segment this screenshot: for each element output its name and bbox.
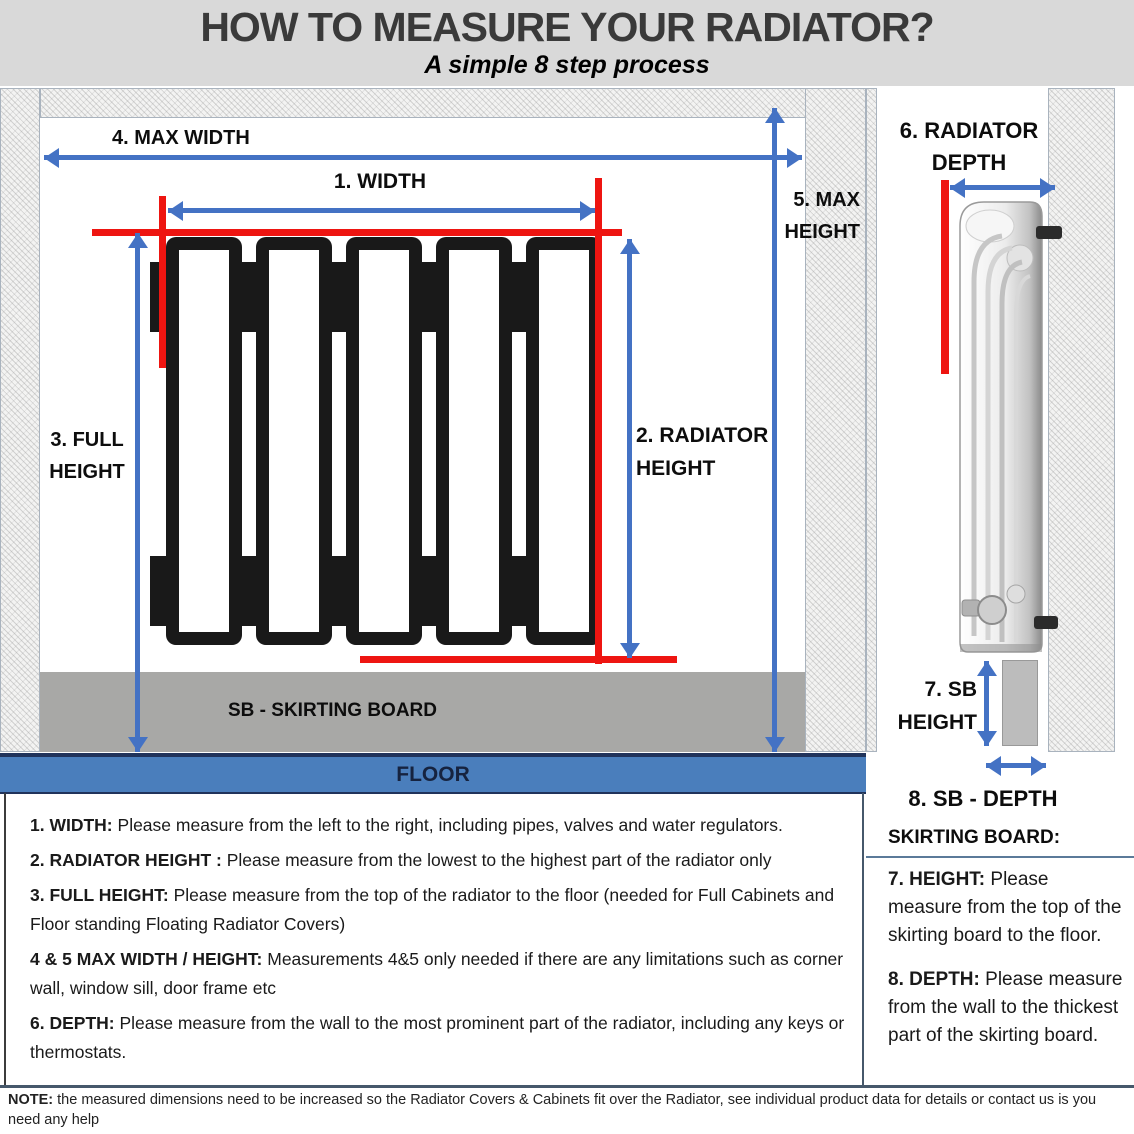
radiator-height-arrow	[627, 239, 632, 658]
radiator-column	[436, 237, 512, 645]
floor-band	[0, 753, 866, 794]
radiator-column	[346, 237, 422, 645]
wall-pipe-bottom	[1034, 616, 1058, 629]
red-mark-depth	[941, 180, 949, 374]
bottom-rule	[0, 1085, 1134, 1088]
radiator-tab	[242, 262, 256, 332]
instructions-list	[6, 793, 876, 1073]
radiator-column	[166, 237, 242, 645]
radiator-tab	[332, 262, 346, 332]
radiator-column	[526, 237, 602, 645]
max-width-arrow	[44, 155, 802, 160]
instruction-item: 4 & 5 MAX WIDTH / HEIGHT: Measurements 4&5 only needed if there are any limitations such as corner wall, window sill, door frame etc	[30, 949, 844, 998]
width-arrow	[168, 208, 595, 213]
radiator-tab	[242, 556, 256, 626]
skirting-note-item: 8. DEPTH: Please measure from the wall to the thickest part of the skirting board.	[888, 969, 1123, 1046]
sb-depth-label: 8. SB - DEPTH	[908, 786, 1058, 811]
skirting-board-label: SB - SKIRTING BOARD	[228, 700, 437, 721]
radiator-side-photo	[950, 196, 1050, 658]
page-subtitle: A simple 8 step process	[424, 51, 710, 80]
instruction-item: 3. FULL HEIGHT: Please measure from the top of the radiator to the floor (needed for Full Cabinets and Floor standing Floating Radiator Covers)	[30, 885, 835, 934]
wall-top	[40, 88, 806, 118]
red-mark-top-horizontal	[92, 229, 622, 236]
wall-pipe-top	[1036, 226, 1062, 239]
radiator-tab	[332, 556, 346, 626]
floor-label: FLOOR	[396, 762, 470, 786]
page-title: HOW TO MEASURE YOUR RADIATOR?	[200, 4, 934, 50]
sb-height-label: 7. SB HEIGHT	[897, 678, 977, 734]
radiator-tab	[512, 556, 526, 626]
radiator-tab	[422, 556, 436, 626]
header	[0, 0, 1134, 86]
radiator-tab	[150, 556, 166, 626]
radiator-depth-label: 6. RADIATOR DEPTH	[899, 118, 1039, 175]
width-label: 1. WIDTH	[333, 170, 427, 193]
radiator-column	[256, 237, 332, 645]
radiator-depth-arrow	[950, 185, 1055, 190]
sb-depth-arrow	[986, 763, 1046, 768]
max-width-label: 4. MAX WIDTH	[112, 127, 250, 149]
full-height-arrow	[135, 233, 140, 752]
red-mark-left-vertical	[159, 196, 166, 368]
max-height-label: 5. MAX HEIGHT	[784, 189, 860, 243]
radiator-tab	[422, 262, 436, 332]
full-height-label: 3. FULL HEIGHT	[49, 429, 125, 483]
skirting-board-side	[1002, 660, 1038, 746]
radiator-tab	[512, 262, 526, 332]
instruction-item: 2. RADIATOR HEIGHT : Please measure from the lowest to the highest part of the radiator only	[30, 850, 772, 870]
skirting-note-item: 7. HEIGHT: Please measure from the top of the skirting board to the floor.	[888, 869, 1122, 946]
radiator-height-label: 2. RADIATOR HEIGHT	[636, 424, 769, 480]
skirting-board-heading: SKIRTING BOARD:	[888, 827, 1061, 848]
wall-left	[0, 88, 40, 752]
sb-height-arrow	[984, 661, 989, 746]
red-mark-right-vertical	[595, 178, 602, 664]
panel-wall-edge	[866, 88, 877, 752]
footnote: NOTE: the measured dimensions need to be increased so the Radiator Covers & Cabinets fit over the Radiator, see individual product data for details or contact us is you need any help	[8, 1092, 1097, 1128]
skirting-notes	[888, 866, 1126, 1066]
instruction-item: 6. DEPTH: Please measure from the wall to the most prominent part of the radiator, including any keys or thermostats.	[30, 1013, 845, 1062]
instruction-item: 1. WIDTH: Please measure from the left to the right, including pipes, valves and water regulators.	[30, 815, 783, 835]
skirting-heading-rule	[866, 856, 1134, 858]
panel-wall	[1048, 88, 1115, 752]
